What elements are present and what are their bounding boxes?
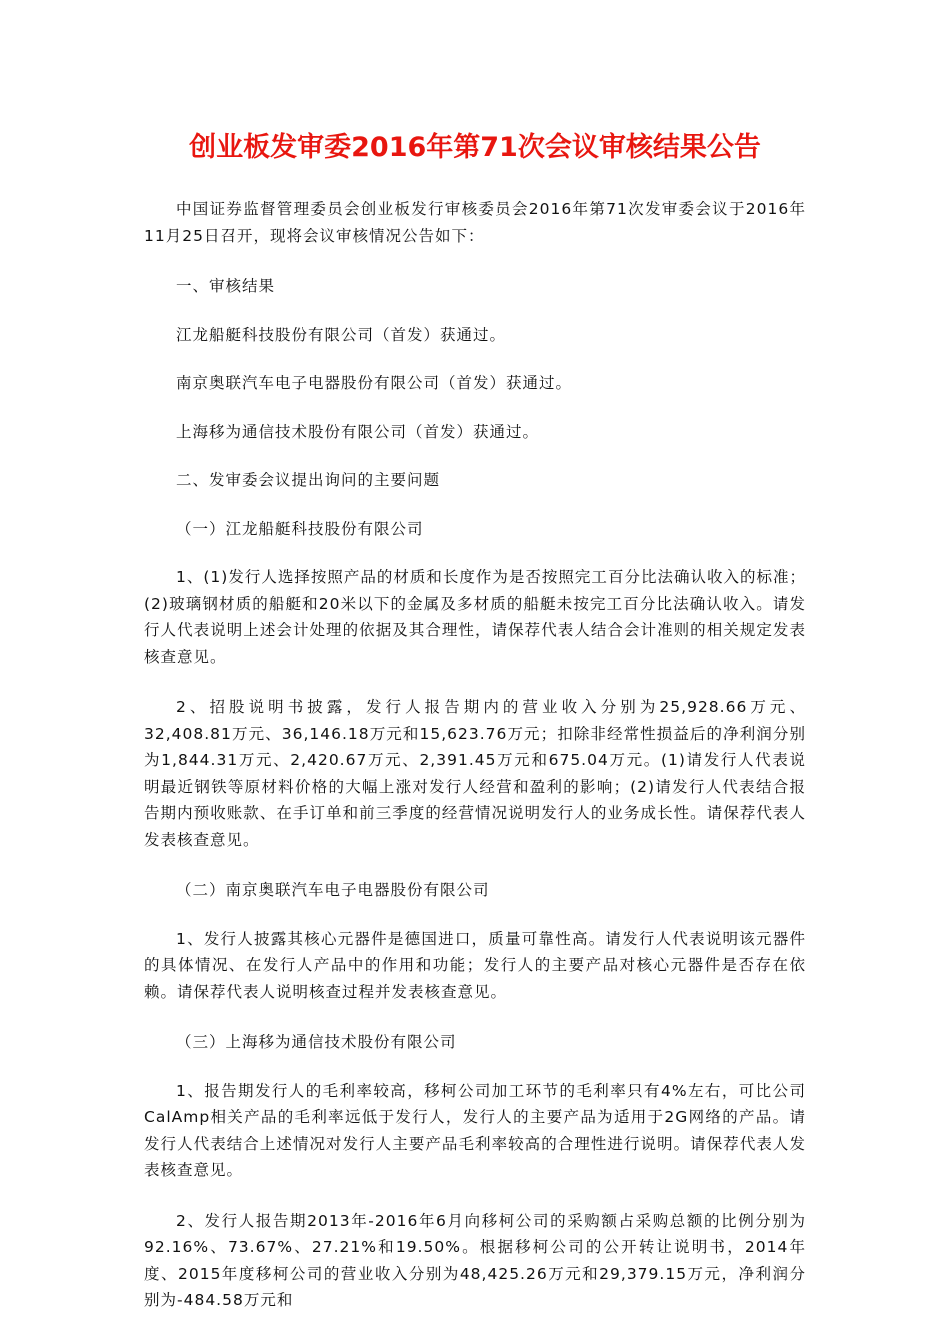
document-title: 创业板发审委2016年第71次会议审核结果公告 bbox=[189, 132, 761, 163]
question-paragraph: 2、发行人报告期2013年-2016年6月向移柯公司的采购额占采购总额的比例分别为92.16%、73.67%、27.21%和19.50%。根据移柯公司的公开转让说明书，2014年度、2015年度移柯公司的营业收入分别为48,425.26万元和29,379.15万元，净利润分别为-484.58万元和 bbox=[144, 1211, 806, 1309]
question-paragraph: 1、发行人披露其核心元器件是德国进口，质量可靠性高。请发行人代表说明该元器件的具体情况、在发行人产品中的作用和功能；发行人的主要产品对核心元器件是否存在依赖。请保荐代表人说明核查过程并发表核查意见。 bbox=[144, 929, 806, 1001]
company-heading-jianglong: （一）江龙船艇科技股份有限公司 bbox=[176, 519, 424, 538]
result-item: 江龙船艇科技股份有限公司（首发）获通过。 bbox=[176, 325, 507, 344]
result-item: 南京奥联汽车电子电器股份有限公司（首发）获通过。 bbox=[176, 374, 573, 392]
result-item: 上海移为通信技术股份有限公司（首发）获通过。 bbox=[176, 422, 540, 441]
question-paragraph: 2、招股说明书披露，发行人报告期内的营业收入分别为25,928.66万元、32,408.81万元、36,146.18万元和15,623.76万元；扣除非经常性损益后的净利润分别为1,844.31万元、2,420.67万元、2,391.45万元和675.04万元。(1)请发行人代表说明最近钢铁等原材料价格的大幅上涨对发行人经营和盈利的影响；(2)请发行人代表结合报告期内预收账款、在手订单和前三季度的经营情况说明发行人的业务成长性。请保荐代表人发表核查意见。 bbox=[144, 698, 806, 849]
section-heading-results: 一、审核结果 bbox=[176, 277, 276, 295]
company-heading-aolian: （二）南京奥联汽车电子电器股份有限公司 bbox=[176, 881, 490, 899]
intro-paragraph: 中国证券监督管理委员会创业板发行审核委员会2016年第71次发审委会议于2016年11月25日召开，现将会议审核情况公告如下： bbox=[144, 200, 806, 245]
question-paragraph: 1、报告期发行人的毛利率较高，移柯公司加工环节的毛利率只有4%左右，可比公司CalAmp相关产品的毛利率远低于发行人，发行人的主要产品为适用于2G网络的产品。请发行人代表结合上述情况对发行人主要产品毛利率较高的合理性进行说明。请保荐代表人发表核查意见。 bbox=[144, 1081, 806, 1179]
section-heading-questions: 二、发审委会议提出询问的主要问题 bbox=[176, 471, 441, 489]
question-paragraph: 1、(1)发行人选择按照产品的材质和长度作为是否按照完工百分比法确认收入的标准；(2)玻璃钢材质的船艇和20米以下的金属及多材质的船艇未按完工百分比法确认收入。请发行人代表说明上述会计处理的依据及其合理性，请保荐代表人结合会计准则的相关规定发表核查意见。 bbox=[144, 568, 806, 666]
company-heading-yiwei: （三）上海移为通信技术股份有限公司 bbox=[176, 1033, 457, 1051]
document-body bbox=[144, 196, 806, 1338]
